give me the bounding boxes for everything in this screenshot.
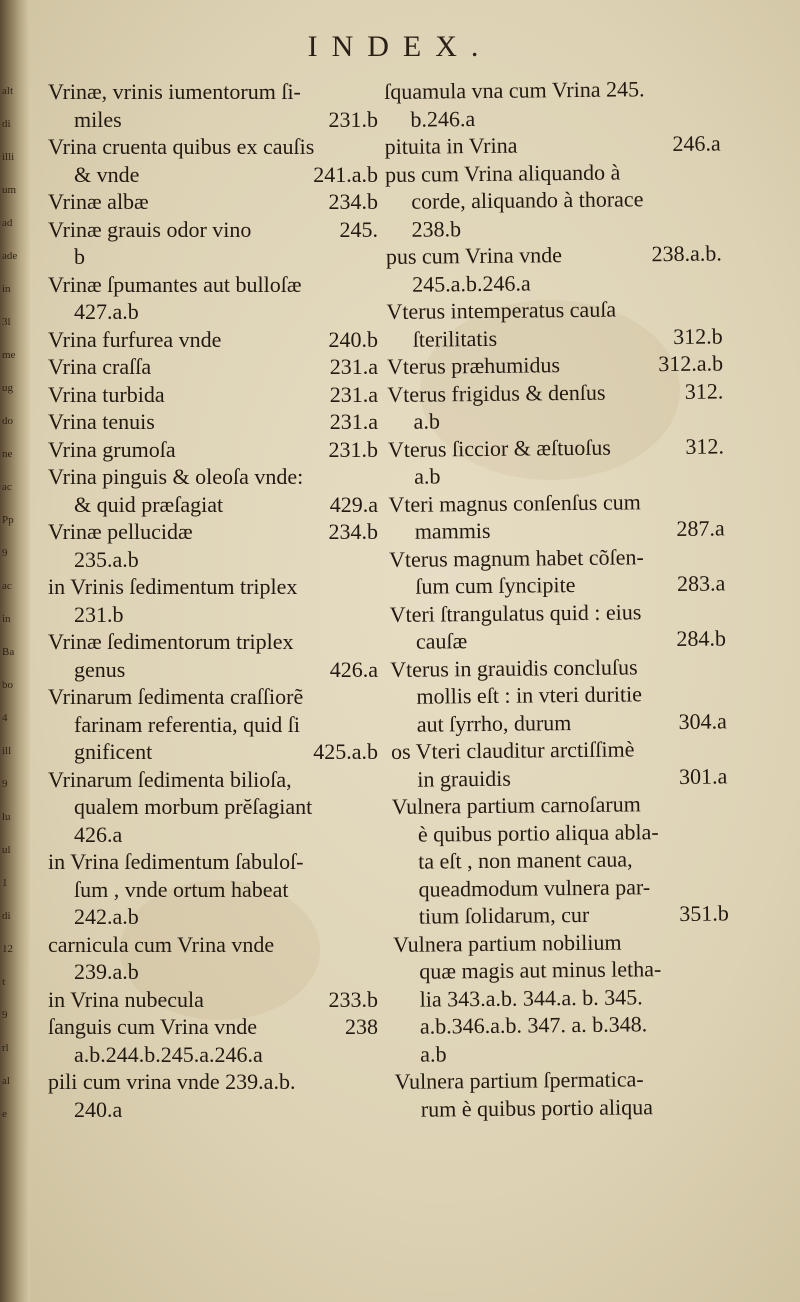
index-entry-line <box>48 931 378 959</box>
page-reference: 283.a <box>676 570 726 596</box>
index-entry-line <box>48 188 378 216</box>
entry-text: farinam referentia, quid ſi <box>74 711 301 737</box>
index-entry <box>389 597 726 656</box>
entry-text: Vrina furfurea vnde <box>48 326 222 352</box>
margin-fragment: lu <box>2 811 11 823</box>
entry-text: Vteri ſtrangulatus quid : eius <box>389 598 642 627</box>
margin-fragment: bo <box>2 679 13 691</box>
entry-text: Vrinæ pellucidæ <box>48 519 193 544</box>
entry-text: Vrinæ ſpumantes aut bulloſæ <box>48 271 302 297</box>
index-entry-line <box>48 243 378 271</box>
entry-text: tium ſolidarum, cur <box>418 901 590 929</box>
margin-fragment: um <box>2 184 17 196</box>
margin-fragment: ade <box>2 250 18 262</box>
index-entry-line <box>391 789 727 820</box>
margin-fragment: Pp <box>2 514 14 526</box>
index-entry <box>48 683 378 766</box>
entry-text: & vnde <box>74 161 140 187</box>
index-entry-line <box>391 762 727 793</box>
index-entry-line <box>386 294 722 325</box>
index-entry <box>393 927 730 1068</box>
margin-fragment: ill <box>2 745 12 757</box>
index-entry <box>386 239 723 298</box>
index-entry <box>48 133 378 188</box>
margin-fragment: me <box>2 349 16 361</box>
entry-text: Vulnera partium nobilium <box>392 929 622 957</box>
entry-text: Vrina tenuis <box>48 409 155 434</box>
index-entry-line <box>48 326 378 354</box>
index-entry-line <box>48 546 378 574</box>
page-header: INDEX. <box>307 30 493 63</box>
entry-text: Vrinæ albæ <box>48 189 149 214</box>
index-entry-line <box>394 982 730 1013</box>
index-entry <box>385 157 722 243</box>
page-reference: 234.b <box>328 519 378 544</box>
index-entry <box>48 381 378 409</box>
entry-text: Vulnera partium ſpermatica- <box>394 1066 644 1094</box>
page-reference: 304.a <box>678 707 727 734</box>
index-entry-line <box>391 734 727 765</box>
entry-text: 242.a.b <box>74 904 139 929</box>
entry-text: carnicula cum Vrina vnde <box>48 931 275 957</box>
index-entry-line <box>391 707 727 738</box>
index-entry-line <box>386 267 722 298</box>
entry-text: 240.a <box>74 1096 123 1122</box>
entry-text: Vterus frigidus & denſus <box>387 379 606 407</box>
margin-fragment: in <box>2 283 11 295</box>
index-entry-line <box>48 436 378 464</box>
entry-text: Vterus magnum habet cõſen- <box>388 543 644 572</box>
index-entry-line <box>48 958 378 986</box>
index-entry-line <box>392 817 728 848</box>
index-entry <box>390 652 727 738</box>
entry-text: 239.a.b <box>74 959 139 984</box>
page-reference: 231.a <box>329 381 378 407</box>
margin-fragment: ne <box>2 448 13 460</box>
index-entry <box>389 542 726 601</box>
index-entry-line <box>48 381 378 409</box>
index-entry-line <box>48 491 378 519</box>
margin-fragment: di <box>2 118 11 130</box>
index-entry-line <box>48 216 378 244</box>
index-entry-line <box>48 876 378 904</box>
index-entry <box>388 432 725 491</box>
margin-fragment: in <box>2 613 11 625</box>
entry-text: cauſæ <box>415 628 468 654</box>
entry-text: pus cum Vrina aliquando à <box>384 159 621 187</box>
index-entry-line <box>389 542 725 573</box>
index-entry-line <box>48 78 378 106</box>
index-entry <box>391 734 728 793</box>
margin-fragment: al <box>2 1075 10 1087</box>
index-entry-line <box>393 899 729 930</box>
index-entry <box>48 408 378 436</box>
index-entry <box>391 789 728 930</box>
page-reference: 426.a <box>329 656 378 682</box>
index-entry-line <box>384 74 720 105</box>
entry-text: pituita in Vrina <box>384 132 518 159</box>
entry-text: a.b <box>414 463 441 489</box>
entry-text: ſanguis cum Vrina vnde <box>48 1014 258 1039</box>
entry-text: a.b.346.a.b. 347. a. b.348. <box>419 1011 648 1039</box>
index-entry-line <box>48 463 378 491</box>
entry-text: Vulnera partium carnoſarum <box>391 791 641 819</box>
page-reference: 312. <box>685 432 724 459</box>
index-entry-line <box>387 349 723 380</box>
index-entry <box>387 377 724 436</box>
index-entry <box>386 294 723 353</box>
entry-text: pili cum vrina vnde 239.a.b. <box>48 1069 296 1094</box>
page-reference: 312.b <box>673 322 723 349</box>
index-entry <box>48 188 378 216</box>
entry-text: mammis <box>414 517 491 544</box>
index-entry-line <box>48 738 378 766</box>
margin-fragments <box>0 0 18 1302</box>
entry-text: in Vrina nubecula <box>48 986 204 1012</box>
entry-text: lia 343.a.b. 344.a. b. 345. <box>419 983 643 1012</box>
margin-fragment: di <box>2 910 11 922</box>
margin-fragment: 12 <box>2 943 13 955</box>
page-reference: 240.b <box>328 326 378 352</box>
margin-fragment: 9 <box>2 547 8 559</box>
entry-text: Vrina turbida <box>48 381 165 407</box>
margin-fragment: ac <box>2 481 12 493</box>
entry-text: a.b <box>420 1040 447 1067</box>
margin-fragment: 3l <box>2 316 11 328</box>
index-entry <box>48 326 378 354</box>
entry-text: Vrinæ, vrinis iumentorum ſi- <box>48 79 301 104</box>
page-reference: 231.b <box>328 106 378 132</box>
index-entry <box>48 986 378 1014</box>
page-reference: 233.b <box>328 986 378 1012</box>
index-entry-line <box>390 652 726 683</box>
entry-text: a.b.244.b.245.a.246.a <box>74 1041 263 1067</box>
margin-fragment: ad <box>2 217 13 229</box>
index-entry <box>48 463 378 518</box>
index-entry <box>384 74 721 133</box>
index-entry-line <box>48 573 378 601</box>
entry-text: 231.b <box>74 601 124 627</box>
entry-text: ſquamula vna cum Vrina 245. <box>384 76 645 104</box>
margin-fragment: do <box>2 415 13 427</box>
entry-text: ta eſt , non manent caua, <box>418 846 633 874</box>
entry-text: aut ſyrrho, durum <box>416 709 572 737</box>
page-reference: 231.a <box>329 409 378 434</box>
margin-fragment: 9 <box>2 1009 8 1021</box>
entry-text: Vrinarum ſedimenta craſſiorẽ <box>48 684 304 709</box>
entry-text: 427.a.b <box>74 299 139 324</box>
page-reference: 238 <box>345 1014 378 1039</box>
margin-fragment: ul <box>2 844 11 856</box>
page-reference: 301.a <box>678 762 728 789</box>
margin-fragment: 9 <box>2 778 8 790</box>
page-reference: 351.b <box>679 900 729 926</box>
entry-text: genus <box>74 656 126 682</box>
page-reference: 312. <box>684 377 724 404</box>
index-entry-line <box>48 133 378 161</box>
margin-fragment: 4 <box>2 712 8 724</box>
index-entry <box>48 271 378 326</box>
index-entry <box>48 628 378 683</box>
entry-text: 245.a.b.246.a <box>412 269 531 297</box>
entry-text: in Vrinis ſedimentum triplex <box>48 574 298 599</box>
index-column-right <box>384 74 731 1122</box>
index-entry-line <box>393 927 729 958</box>
entry-text: Vrina craſſa <box>48 354 152 379</box>
margin-fragment: rl <box>2 1042 9 1054</box>
index-entry-line <box>48 353 378 381</box>
entry-text: quæ magis aut minus letha- <box>419 956 662 984</box>
margin-fragment: Ba <box>2 646 15 658</box>
index-entry <box>48 216 378 271</box>
entry-text: 238.b <box>411 215 462 242</box>
index-entry-line <box>389 597 725 628</box>
entry-text: gnificent <box>74 739 153 764</box>
page-reference: 287.a <box>676 515 725 541</box>
entry-text: Vrina grumoſa <box>48 436 176 462</box>
index-entry <box>48 1068 378 1123</box>
entry-text: mollis eſt : in vteri duritie <box>416 681 643 709</box>
index-entry-line <box>386 239 722 270</box>
entry-text: Vrina pinguis & oleoſa vnde: <box>48 464 304 489</box>
margin-fragment: 1 <box>2 877 8 889</box>
index-column-left <box>48 78 378 1123</box>
index-entry <box>388 487 725 546</box>
entry-text: miles <box>74 106 122 132</box>
entry-text: in Vrina ſedimentum ſabuloſ- <box>48 849 304 874</box>
entry-text: corde, aliquando à thorace <box>411 186 644 214</box>
entry-text: Vrinarum ſedimenta bilioſa, <box>48 766 292 792</box>
index-entry <box>385 129 721 160</box>
entry-text: in grauidis <box>417 765 511 792</box>
index-entry-line <box>48 903 378 931</box>
index-entry-line <box>48 518 378 546</box>
index-entry-line <box>385 184 721 215</box>
entry-text: os Vteri clauditur arctiſſimè <box>390 736 635 764</box>
index-entry-line <box>48 1096 378 1124</box>
index-entry-line <box>387 404 723 435</box>
margin-fragment: alt <box>2 85 13 97</box>
entry-text: ſum cum ſyncipite <box>415 572 576 599</box>
entry-text: b <box>74 244 85 269</box>
index-entry-line <box>48 848 378 876</box>
page-reference: 245. <box>339 216 378 242</box>
index-entry-line <box>48 766 378 794</box>
entry-text: & quid præſagiat <box>74 491 224 517</box>
index-entry-line <box>393 954 729 985</box>
entry-text: a.b <box>413 408 440 434</box>
entry-text: è quibus portio aliqua abla- <box>417 818 659 847</box>
index-entry-line <box>392 872 728 903</box>
page-reference: 246.a <box>672 130 721 156</box>
index-entry-line <box>48 821 378 849</box>
index-entry-line <box>48 683 378 711</box>
index-entry <box>48 518 378 573</box>
entry-text: Vrinæ ſedimentorum triplex <box>48 629 294 654</box>
index-entry-line <box>390 679 726 710</box>
margin-fragment: illi <box>2 151 15 163</box>
index-entry-line <box>394 1037 730 1068</box>
page-reference: 312.a.b <box>658 350 724 377</box>
page-reference: 238.a.b. <box>651 240 722 267</box>
margin-fragment: e <box>2 1108 7 1120</box>
entry-text: Vrinæ grauis odor vino <box>48 216 252 242</box>
index-entry-line <box>48 1068 378 1096</box>
index-entry <box>48 931 378 986</box>
index-entry-line <box>388 487 724 518</box>
entry-text: b.246.a <box>410 105 476 132</box>
index-entry-line <box>394 1009 730 1040</box>
index-entry-line <box>390 624 726 655</box>
index-entry-line <box>48 656 378 684</box>
entry-text: queadmodum vulnera par- <box>418 873 651 902</box>
entry-text: Vterus in grauidis concluſus <box>390 653 638 682</box>
index-entry-line <box>387 377 723 408</box>
index-entry <box>48 78 378 133</box>
entry-text: 426.a <box>74 821 123 847</box>
index-entry-line <box>389 569 725 600</box>
page-reference: 284.b <box>676 625 727 651</box>
index-entry-line <box>389 514 725 545</box>
index-entry-line <box>384 102 720 133</box>
index-entry-line <box>385 129 721 160</box>
page-reference: 231.a <box>329 354 378 379</box>
index-entry-line <box>395 1092 731 1123</box>
entry-text: Vterus ſiccior & æſtuoſus <box>387 434 612 462</box>
entry-text: Vterus præhumidus <box>386 352 561 379</box>
index-entry <box>48 573 378 628</box>
margin-fragment: t <box>2 976 6 988</box>
index-entry <box>48 1013 378 1068</box>
margin-fragment: ug <box>2 382 13 394</box>
entry-text: pus cum Vrina vnde <box>385 242 563 269</box>
entry-text: Vrina cruenta quibus ex cauſis <box>48 134 315 159</box>
index-entry-line <box>48 1041 378 1069</box>
index-entry <box>48 766 378 849</box>
entry-text: qualem morbum prĕſagiant <box>74 794 313 819</box>
page-reference: 425.a.b <box>313 739 378 764</box>
index-entry <box>48 353 378 381</box>
index-entry-line <box>385 157 721 188</box>
margin-fragment: ac <box>2 580 12 592</box>
index-entry-line <box>394 1064 730 1095</box>
index-entry-line <box>48 408 378 436</box>
index-entry <box>48 848 378 931</box>
index-entry-line <box>48 601 378 629</box>
index-entry-line <box>48 298 378 326</box>
entry-text: ſum , vnde ortum habeat <box>74 876 289 902</box>
index-entry-line <box>48 106 378 134</box>
index-entry-line <box>48 793 378 821</box>
index-entry-line <box>388 432 724 463</box>
page-reference: 234.b <box>328 189 378 214</box>
index-entry-line <box>48 161 378 189</box>
index-entry-line <box>392 844 728 875</box>
index-entry-line <box>48 271 378 299</box>
page-reference: 241.a.b <box>313 161 378 187</box>
index-entry <box>387 349 723 380</box>
index-entry-line <box>48 986 378 1014</box>
entry-text: Vteri magnus conſenſus cum <box>388 488 641 517</box>
entry-text: Vterus intemperatus cauſa <box>386 296 617 324</box>
entry-text: ſterilitatis <box>412 325 498 352</box>
index-entry <box>394 1064 731 1123</box>
index-entry <box>48 436 378 464</box>
index-entry-line <box>48 628 378 656</box>
page-reference: 429.a <box>329 491 378 517</box>
index-entry-line <box>48 711 378 739</box>
index-entry-line <box>48 1013 378 1041</box>
page-reference: 231.b <box>328 436 378 462</box>
index-entry-line <box>387 322 723 353</box>
index-entry-line <box>385 212 721 243</box>
entry-text: 235.a.b <box>74 546 139 572</box>
entry-text: rum è quibus portio aliqua <box>420 1093 654 1122</box>
index-entry-line <box>388 459 724 490</box>
